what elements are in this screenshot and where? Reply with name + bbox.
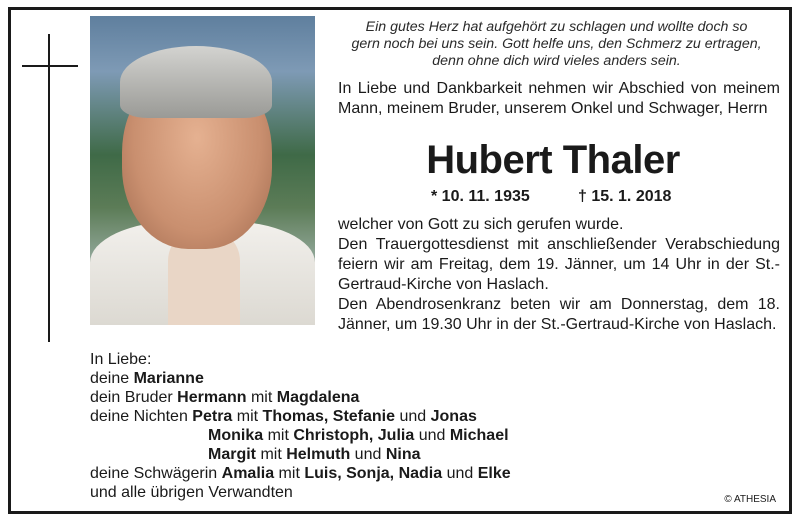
family-line: Margit mit Helmuth und Nina	[208, 446, 421, 463]
quote-line: Ein gutes Herz hat aufgehört zu schlagen und wollte doch so	[365, 19, 748, 35]
family-list	[90, 350, 511, 502]
family-line: deine Schwägerin Amalia mit Luis, Sonja, Nadia und Elke	[90, 465, 511, 482]
family-line: deine Marianne	[90, 370, 204, 387]
quote	[333, 19, 780, 70]
quote-line: denn ohne dich wird vieles anders sein.	[432, 53, 681, 69]
intro-text: In Liebe und Dankbarkeit nehmen wir Abschied von meinem Mann, meinem Bruder, unserem Onkel und Schwager, Herrn	[338, 80, 780, 117]
family-line: Monika mit Christoph, Julia und Michael	[208, 427, 509, 444]
deceased-name: Hubert Thaler	[426, 138, 680, 182]
service-text: Den Trauergottesdienst mit anschließender Verabschiedung feiern wir am Freitag, dem 19. Jänner, um 14 Uhr in der St.-Gertraud-Kirche von Haslach.	[338, 236, 780, 293]
family-line: und alle übrigen Verwandten	[90, 484, 293, 501]
cross-icon-bar	[22, 65, 78, 67]
copyright: © ATHESIA	[724, 494, 776, 505]
rosary-text: Den Abendrosenkranz beten wir am Donnerstag, dem 18. Jänner, um 19.30 Uhr in der St.-Gertraud-Kirche von Haslach.	[338, 296, 780, 333]
portrait-photo	[90, 16, 315, 325]
notice-body	[338, 215, 780, 335]
family-heading: In Liebe:	[90, 351, 152, 368]
death-date: † 15. 1. 2018	[578, 188, 672, 205]
family-line: deine Nichten Petra mit Thomas, Stefanie und Jonas	[90, 408, 477, 425]
quote-line: gern noch bei uns sein. Gott helfe uns, den Schmerz zu ertragen,	[351, 36, 762, 52]
family-line: dein Bruder Hermann mit Magdalena	[90, 389, 360, 406]
cross-icon	[48, 34, 50, 342]
birth-date: * 10. 11. 1935	[431, 188, 530, 205]
called-text: welcher von Gott zu sich gerufen wurde.	[338, 216, 624, 233]
